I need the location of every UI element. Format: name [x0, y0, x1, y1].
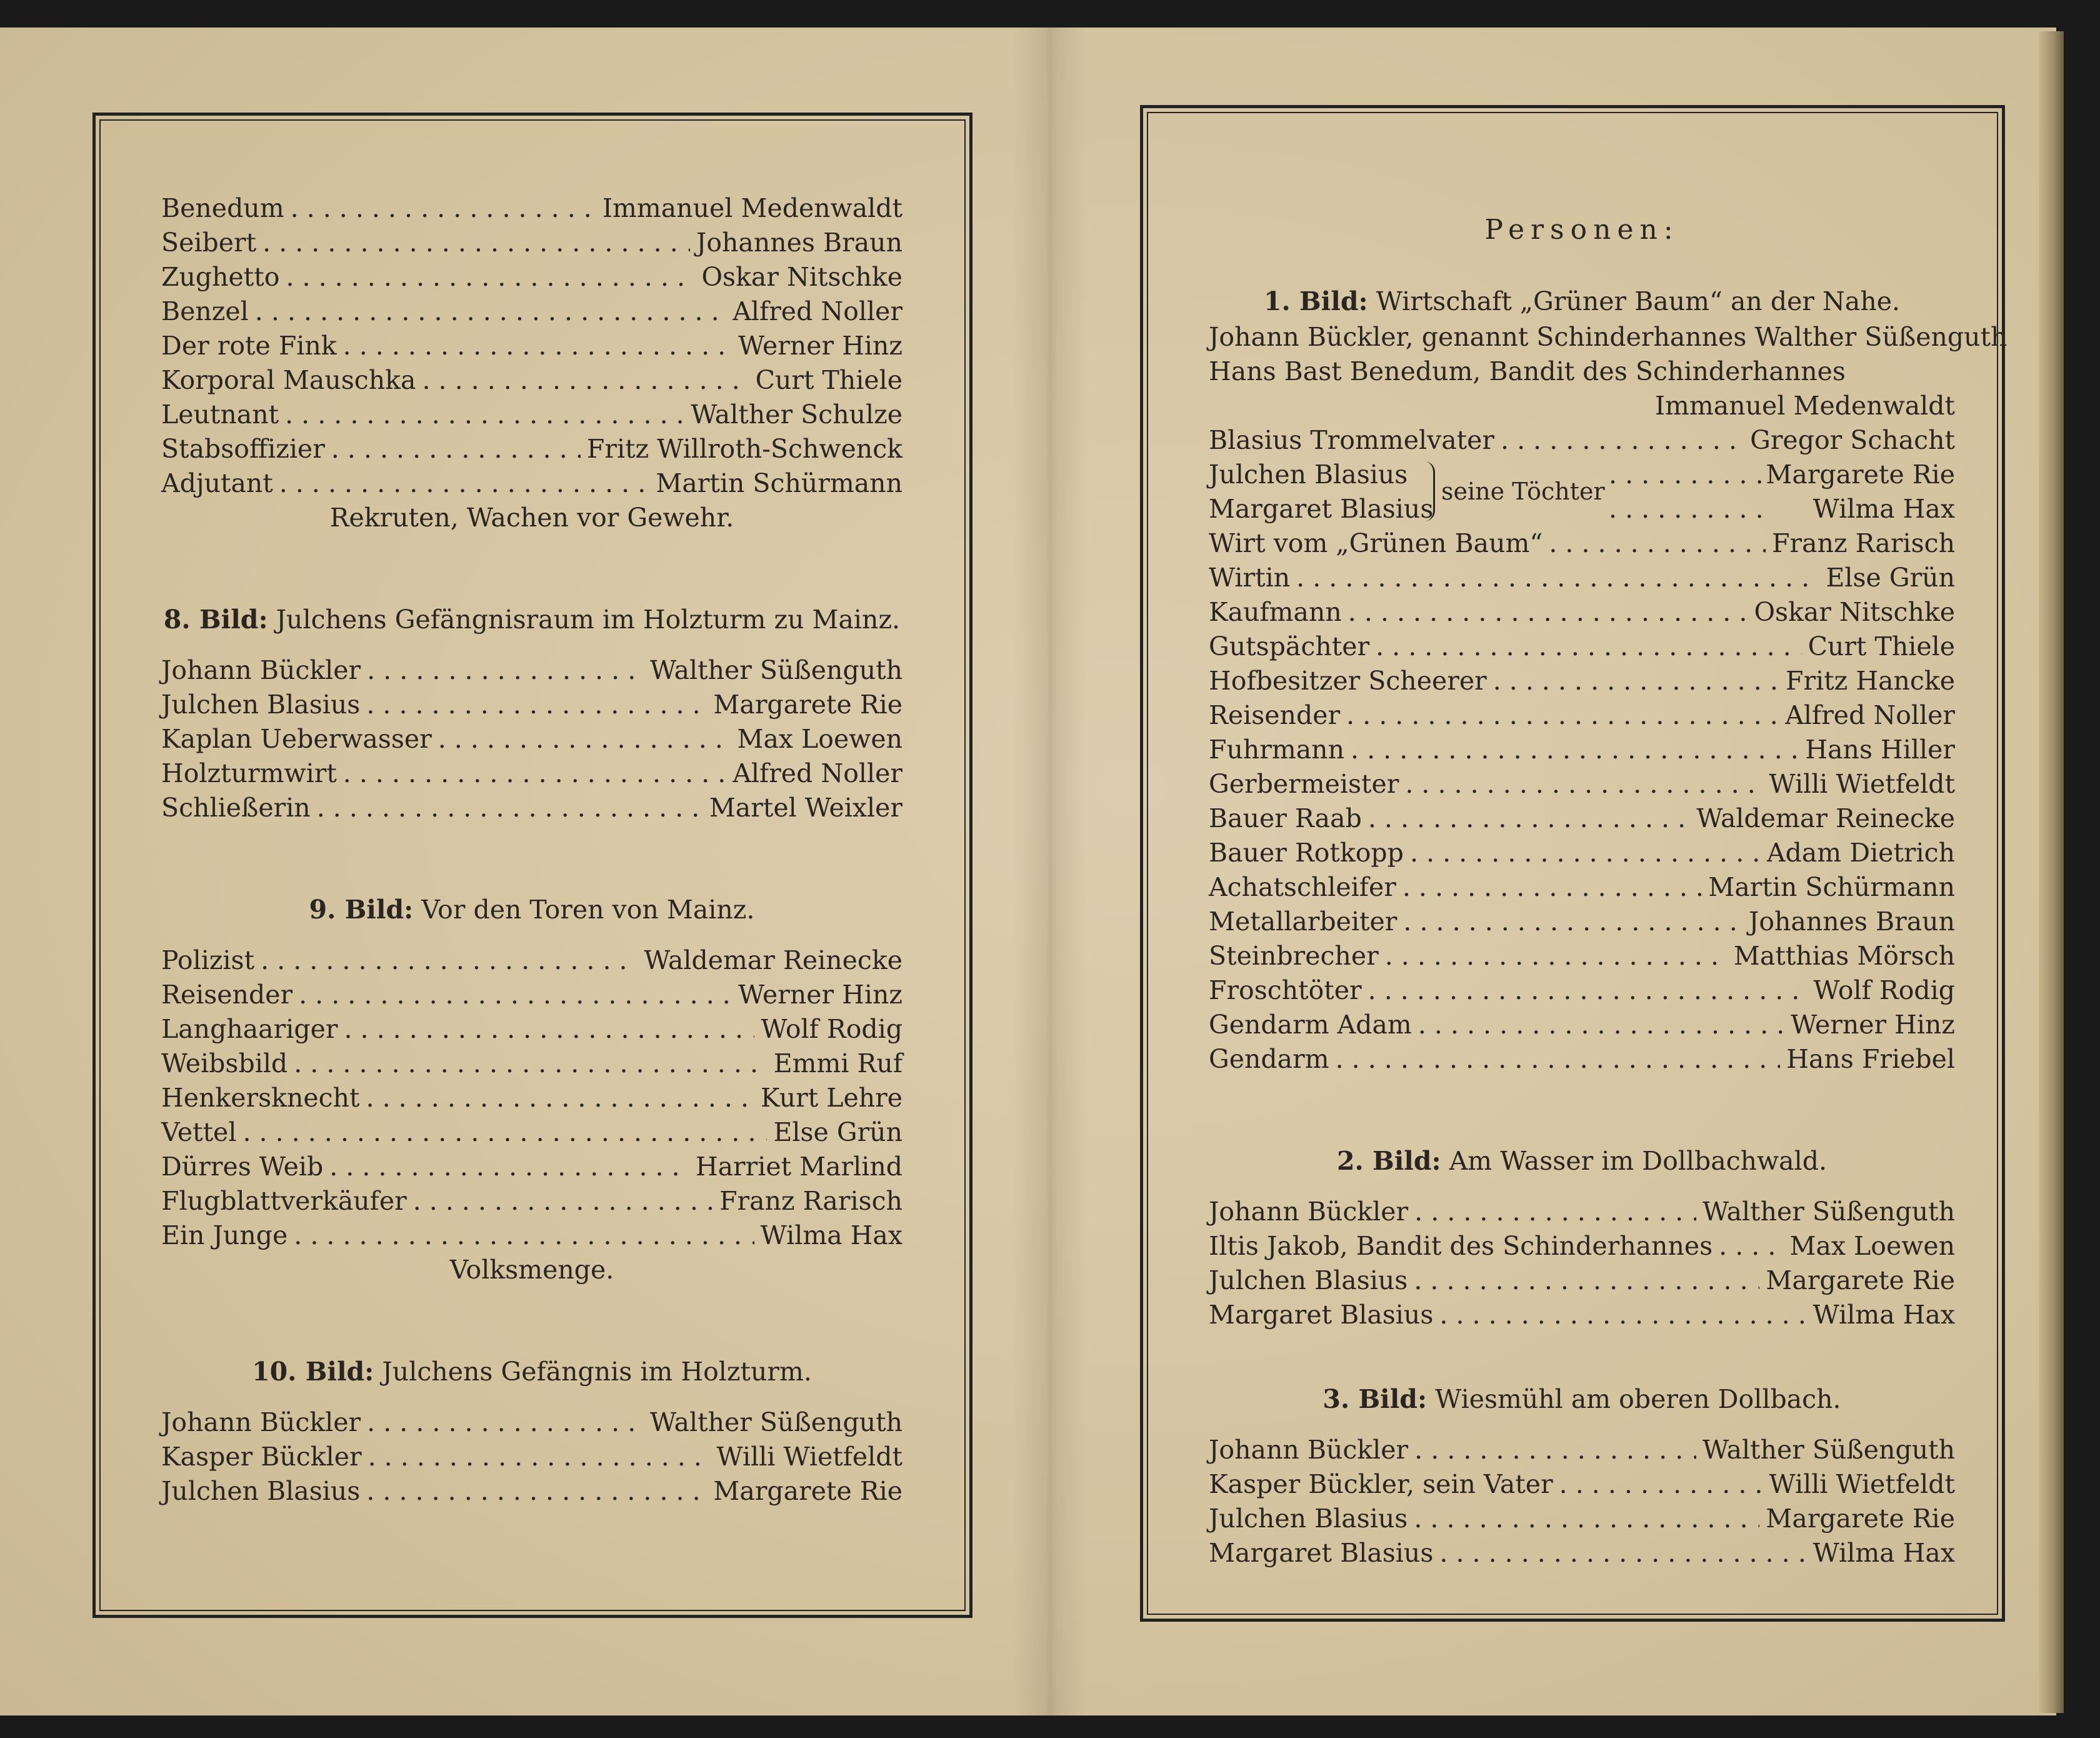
dot-leader	[422, 363, 749, 398]
dot-leader	[262, 226, 690, 260]
actor-name: Else Grün	[1826, 563, 1955, 593]
role-name: Steinbrecher	[1209, 941, 1379, 971]
scene-number: 9. Bild:	[309, 895, 414, 925]
dot-leader	[294, 1218, 754, 1253]
scene-1-line-1: Johann Bückler, genannt Schinderhannes Walther Süßenguth	[1209, 322, 2008, 352]
actor-name: Kurt Lehre	[760, 1083, 902, 1113]
dot-leader	[1402, 870, 1702, 905]
actor-name: Margarete Rie	[713, 690, 902, 720]
cast-row	[161, 943, 902, 978]
cast-row	[1209, 939, 1955, 973]
role-name: Gendarm	[1209, 1044, 1329, 1074]
scene-8-cast-list	[161, 653, 902, 825]
cast-row	[161, 363, 902, 398]
cast-row	[161, 978, 902, 1012]
role-name: Holzturmwirt	[161, 758, 337, 788]
dot-leader	[1414, 1263, 1759, 1298]
role-name: Ein Junge	[161, 1220, 288, 1250]
role-name: Reisender	[1209, 700, 1341, 730]
scene-9-note: Volksmenge.	[449, 1255, 614, 1285]
cast-row	[161, 688, 902, 722]
role-name: Gerbermeister	[1209, 769, 1399, 799]
cast-row	[161, 294, 902, 329]
scene-number: 2. Bild:	[1336, 1146, 1441, 1176]
role-name: Julchen Blasius	[1209, 1265, 1408, 1295]
role-name: Henkersknecht	[161, 1083, 360, 1113]
role-name: Reisender	[161, 980, 293, 1010]
actor-name: Harriet Marlind	[695, 1152, 902, 1182]
cast-row	[1209, 664, 1955, 698]
actor-name: Werner Hinz	[738, 980, 902, 1010]
cast-row	[161, 1405, 902, 1440]
dot-leader	[1549, 526, 1766, 561]
actor-name: Walther Süßenguth	[650, 655, 902, 685]
dot-leader	[291, 191, 596, 226]
role-name: Bauer Rotkopp	[1209, 838, 1404, 868]
cast-row	[1209, 1298, 1955, 1332]
scene-number: 8. Bild:	[163, 605, 268, 635]
cast-row	[1209, 1195, 1955, 1229]
dot-leader	[1351, 733, 1799, 767]
role-name: Metallarbeiter	[1209, 907, 1398, 937]
role-name: Froschtöter	[1209, 975, 1362, 1005]
role-name: Korporal Mauschka	[161, 365, 416, 395]
scene-1-line-2: Hans Bast Benedum, Bandit des Schinderhannes	[1209, 356, 1846, 386]
cast-row	[161, 1047, 902, 1081]
cast-row	[1209, 801, 1955, 836]
scene-1-cast-list-a	[1209, 423, 1955, 458]
role-name: Adjutant	[161, 468, 273, 498]
cast-row	[1209, 1502, 1955, 1536]
role-name: Julchen Blasius	[161, 690, 361, 720]
scene-title: Am Wasser im Dollbachwald.	[1449, 1146, 1828, 1176]
dot-leader	[1403, 905, 1742, 939]
actor-name: Willi Wietfeldt	[1769, 1469, 1955, 1499]
cast-row	[161, 466, 902, 501]
actor-name: Wolf Rodig	[1813, 975, 1955, 1005]
role-name: Kaufmann	[1209, 597, 1342, 627]
scene-10-heading	[161, 1355, 902, 1389]
left-page-cast	[161, 191, 902, 1509]
right-page-cast	[1209, 213, 2008, 1570]
dot-leader	[366, 1474, 707, 1509]
scene-3-cast-list	[1209, 1433, 1955, 1570]
actor-name: Alfred Noller	[1785, 700, 1955, 730]
continued-cast-list	[161, 191, 902, 501]
role-name: Schließerin	[161, 793, 311, 823]
dot-leader	[368, 1440, 711, 1474]
role-name: Benedum	[161, 193, 284, 223]
cast-row	[1209, 870, 1955, 905]
role-name: Gendarm Adam	[1209, 1010, 1412, 1040]
dot-leader	[366, 1081, 754, 1115]
brace-actor-1: Margarete Rie	[1766, 460, 1955, 490]
dot-leader	[1410, 836, 1761, 870]
cast-row	[161, 226, 902, 260]
actor-name: Wilma Hax	[760, 1220, 902, 1250]
role-name: Julchen Blasius	[161, 1476, 361, 1506]
dot-leader	[1609, 458, 1774, 492]
dot-leader	[317, 791, 703, 825]
cast-row	[1209, 630, 1955, 664]
role-name: Seibert	[161, 228, 257, 258]
scene-8-heading	[161, 603, 902, 637]
role-name: Wirtin	[1209, 563, 1291, 593]
scene-3-heading	[1209, 1382, 1955, 1417]
dot-leader	[331, 432, 581, 466]
cast-row	[1209, 698, 1955, 733]
scene-title: Vor den Toren von Mainz.	[421, 895, 755, 925]
dot-leader	[1376, 630, 1802, 664]
actor-name: Wilma Hax	[1812, 1300, 1955, 1330]
cast-row	[1209, 1042, 1955, 1077]
cast-row	[161, 791, 902, 825]
cast-row	[161, 432, 902, 466]
role-name: Benzel	[161, 296, 249, 326]
cast-row	[161, 1184, 902, 1218]
dot-leader	[1405, 767, 1762, 801]
role-name: Blasius Trommelvater	[1209, 425, 1495, 455]
cast-row	[161, 1150, 902, 1184]
dot-leader	[1719, 1229, 1783, 1263]
actor-name: Gregor Schacht	[1750, 425, 1955, 455]
cast-row	[1209, 526, 1955, 561]
cast-row	[1209, 973, 1955, 1008]
actor-name: Curt Thiele	[1808, 631, 1955, 661]
role-name: Wirt vom „Grünen Baum“	[1209, 528, 1543, 558]
dot-leader	[299, 978, 732, 1012]
cast-row	[161, 722, 902, 756]
actor-name: Alfred Noller	[732, 758, 902, 788]
dot-leader	[366, 688, 707, 722]
role-name: Kasper Bückler	[161, 1442, 362, 1472]
role-name: Langhaariger	[161, 1014, 338, 1044]
scene-2-heading	[1209, 1144, 1955, 1178]
cast-row	[161, 398, 902, 432]
cast-row	[161, 1115, 902, 1150]
role-name: Julchen Blasius	[1209, 1504, 1408, 1534]
actor-name: Matthias Mörsch	[1733, 941, 1955, 971]
role-name: Bauer Raab	[1209, 803, 1362, 833]
actor-name: Werner Hinz	[1791, 1010, 1955, 1040]
role-name: Flugblattverkäufer	[161, 1186, 407, 1216]
dot-leader	[285, 398, 684, 432]
actor-name: Martel Weixler	[709, 793, 902, 823]
role-name: Weibsbild	[161, 1048, 288, 1078]
role-name: Der rote Fink	[161, 331, 337, 361]
dot-leader	[344, 1012, 754, 1047]
scene-title: Wiesmühl am oberen Dollbach.	[1435, 1384, 1841, 1414]
actor-name: Max Loewen	[737, 724, 902, 754]
actor-name: Curt Thiele	[755, 365, 902, 395]
actor-name: Oskar Nitschke	[1754, 597, 1955, 627]
dot-leader	[1296, 561, 1819, 595]
book-gutter	[1012, 28, 1088, 1715]
cast-row	[1209, 1467, 1955, 1502]
dot-leader	[294, 1047, 768, 1081]
actor-name: Margarete Rie	[1766, 1265, 1955, 1295]
cast-row	[161, 191, 902, 226]
actor-name: Johannes Braun	[1748, 907, 1955, 937]
scene-10-cast-list	[161, 1405, 902, 1509]
cast-row	[1209, 561, 1955, 595]
daughters-brace-group	[1209, 458, 1955, 526]
cast-row	[1209, 733, 1955, 767]
actor-name: Max Loewen	[1789, 1231, 1955, 1261]
cast-row	[1209, 836, 1955, 870]
role-name: Margaret Blasius	[1209, 1300, 1434, 1330]
dot-leader	[1414, 1195, 1696, 1229]
actor-name: Waldemar Reinecke	[644, 945, 902, 975]
brace-role-1: Julchen Blasius	[1209, 460, 1408, 490]
cast-row	[1209, 905, 1955, 939]
role-name: Zughetto	[161, 262, 280, 292]
actor-name: Margarete Rie	[1766, 1504, 1955, 1534]
actor-name: Walther Süßenguth	[1702, 1197, 1955, 1227]
role-name: Dürres Weib	[161, 1152, 324, 1182]
role-name: Kaplan Ueberwasser	[161, 724, 432, 754]
dot-leader	[367, 1405, 644, 1440]
dot-leader	[1348, 595, 1748, 630]
actor-name: Walther Schulze	[691, 399, 902, 429]
scene-title: Wirtschaft „Grüner Baum“ an der Nahe.	[1376, 286, 1901, 316]
actor-name: Fritz Willroth-Schwenck	[586, 434, 902, 464]
dot-leader	[1559, 1467, 1763, 1502]
dot-leader	[242, 1115, 767, 1150]
scene-1-line-3: Immanuel Medenwaldt	[1654, 391, 1955, 421]
role-name: Vettel	[161, 1117, 237, 1147]
actor-name: Wilma Hax	[1812, 1538, 1955, 1568]
cast-row	[161, 1440, 902, 1474]
scene-title: Julchens Gefängnis im Holzturm.	[382, 1357, 812, 1387]
actor-name: Hans Hiller	[1805, 735, 1955, 765]
role-name: Johann Bückler	[1209, 1197, 1409, 1227]
scene-1-heading	[1209, 284, 1955, 319]
role-name: Stabsoffizier	[161, 434, 325, 464]
dot-leader	[255, 294, 727, 329]
scene-number: 1. Bild:	[1263, 286, 1368, 316]
dot-leader	[279, 466, 650, 501]
dot-leader	[1493, 664, 1779, 698]
cast-row	[1209, 423, 1955, 458]
continued-note: Rekruten, Wachen vor Gewehr.	[329, 503, 734, 533]
dot-leader	[1336, 1042, 1781, 1077]
actor-name: Alfred Noller	[732, 296, 902, 326]
scene-2-cast-list	[1209, 1195, 1955, 1332]
dot-leader	[1368, 973, 1808, 1008]
actor-name: Martin Schürmann	[1708, 872, 1955, 902]
dot-leader	[1439, 1298, 1806, 1332]
cast-row	[1209, 767, 1955, 801]
cast-row	[1209, 595, 1955, 630]
brace-label: seine Töchter	[1441, 478, 1605, 505]
actor-name: Oskar Nitschke	[701, 262, 902, 292]
cast-row	[1209, 1536, 1955, 1570]
actor-name: Fritz Hancke	[1786, 666, 1955, 696]
dot-leader	[1346, 698, 1779, 733]
dot-leader	[438, 722, 731, 756]
cast-row	[161, 653, 902, 688]
scene-9-heading	[161, 893, 902, 927]
cast-row	[161, 260, 902, 294]
actor-name: Willi Wietfeldt	[716, 1442, 902, 1472]
dot-leader	[1368, 801, 1691, 836]
actor-name: Franz Rarisch	[1772, 528, 1955, 558]
dot-leader	[367, 653, 644, 688]
dot-leader	[1418, 1008, 1784, 1042]
role-name: Kasper Bückler, sein Vater	[1209, 1469, 1553, 1499]
actor-name: Waldemar Reinecke	[1696, 803, 1955, 833]
cast-row	[161, 1012, 902, 1047]
dot-leader	[1609, 492, 1774, 526]
actor-name: Werner Hinz	[738, 331, 902, 361]
dot-leader	[286, 260, 695, 294]
brace-actor-2: Wilma Hax	[1812, 494, 1955, 524]
role-name: Fuhrmann	[1209, 735, 1344, 765]
dot-leader	[413, 1184, 713, 1218]
cast-row	[1209, 1433, 1955, 1467]
actor-name: Immanuel Medenwaldt	[602, 193, 902, 223]
role-name: Achatschleifer	[1209, 872, 1396, 902]
page-edge	[2039, 31, 2064, 1713]
dot-leader	[1414, 1433, 1696, 1467]
actor-name: Wolf Rodig	[761, 1014, 902, 1044]
cast-row	[1209, 1263, 1955, 1298]
dot-leader	[1414, 1502, 1759, 1536]
actor-name: Emmi Ruf	[773, 1048, 902, 1078]
scene-number: 10. Bild:	[252, 1357, 374, 1387]
dot-leader	[1501, 423, 1744, 458]
cast-row	[161, 1218, 902, 1253]
role-name: Polizist	[161, 945, 255, 975]
cast-row	[161, 1474, 902, 1509]
dot-leader	[329, 1150, 689, 1184]
dot-leader	[261, 943, 638, 978]
actor-name: Else Grün	[773, 1117, 902, 1147]
actor-name: Margarete Rie	[713, 1476, 902, 1506]
actor-name: Walther Süßenguth	[1702, 1435, 1955, 1465]
scene-title: Julchens Gefängnisraum im Holzturm zu Mainz.	[276, 605, 901, 635]
role-name: Johann Bückler	[161, 1407, 361, 1437]
actor-name: Hans Friebel	[1786, 1044, 1955, 1074]
actor-name: Walther Süßenguth	[650, 1407, 902, 1437]
actor-name: Johannes Braun	[696, 228, 902, 258]
cast-row	[161, 329, 902, 363]
actor-name: Adam Dietrich	[1766, 838, 1955, 868]
curly-brace	[1424, 461, 1435, 521]
cast-row	[161, 756, 902, 791]
dot-leader	[1385, 939, 1728, 973]
cast-row	[1209, 1229, 1955, 1263]
dot-leader	[343, 329, 732, 363]
role-name: Johann Bückler	[1209, 1435, 1409, 1465]
cast-row	[1209, 1008, 1955, 1042]
actor-name: Martin Schürmann	[656, 468, 902, 498]
role-name: Leutnant	[161, 399, 279, 429]
role-name: Gutspächter	[1209, 631, 1370, 661]
role-name: Johann Bückler	[161, 655, 361, 685]
role-name: Iltis Jakob, Bandit des Schinderhannes	[1209, 1231, 1713, 1261]
scene-9-cast-list	[161, 943, 902, 1253]
personen-heading: Personen:	[1484, 214, 1679, 246]
scene-number: 3. Bild:	[1322, 1384, 1428, 1414]
actor-name: Willi Wietfeldt	[1769, 769, 1955, 799]
role-name: Hofbesitzer Scheerer	[1209, 666, 1487, 696]
role-name: Margaret Blasius	[1209, 1538, 1434, 1568]
actor-name: Franz Rarisch	[719, 1186, 902, 1216]
dot-leader	[1439, 1536, 1806, 1570]
scene-1-cast-list-b	[1209, 526, 1955, 1077]
dot-leader	[343, 756, 727, 791]
cast-row	[161, 1081, 902, 1115]
brace-role-2: Margaret Blasius	[1209, 494, 1434, 524]
